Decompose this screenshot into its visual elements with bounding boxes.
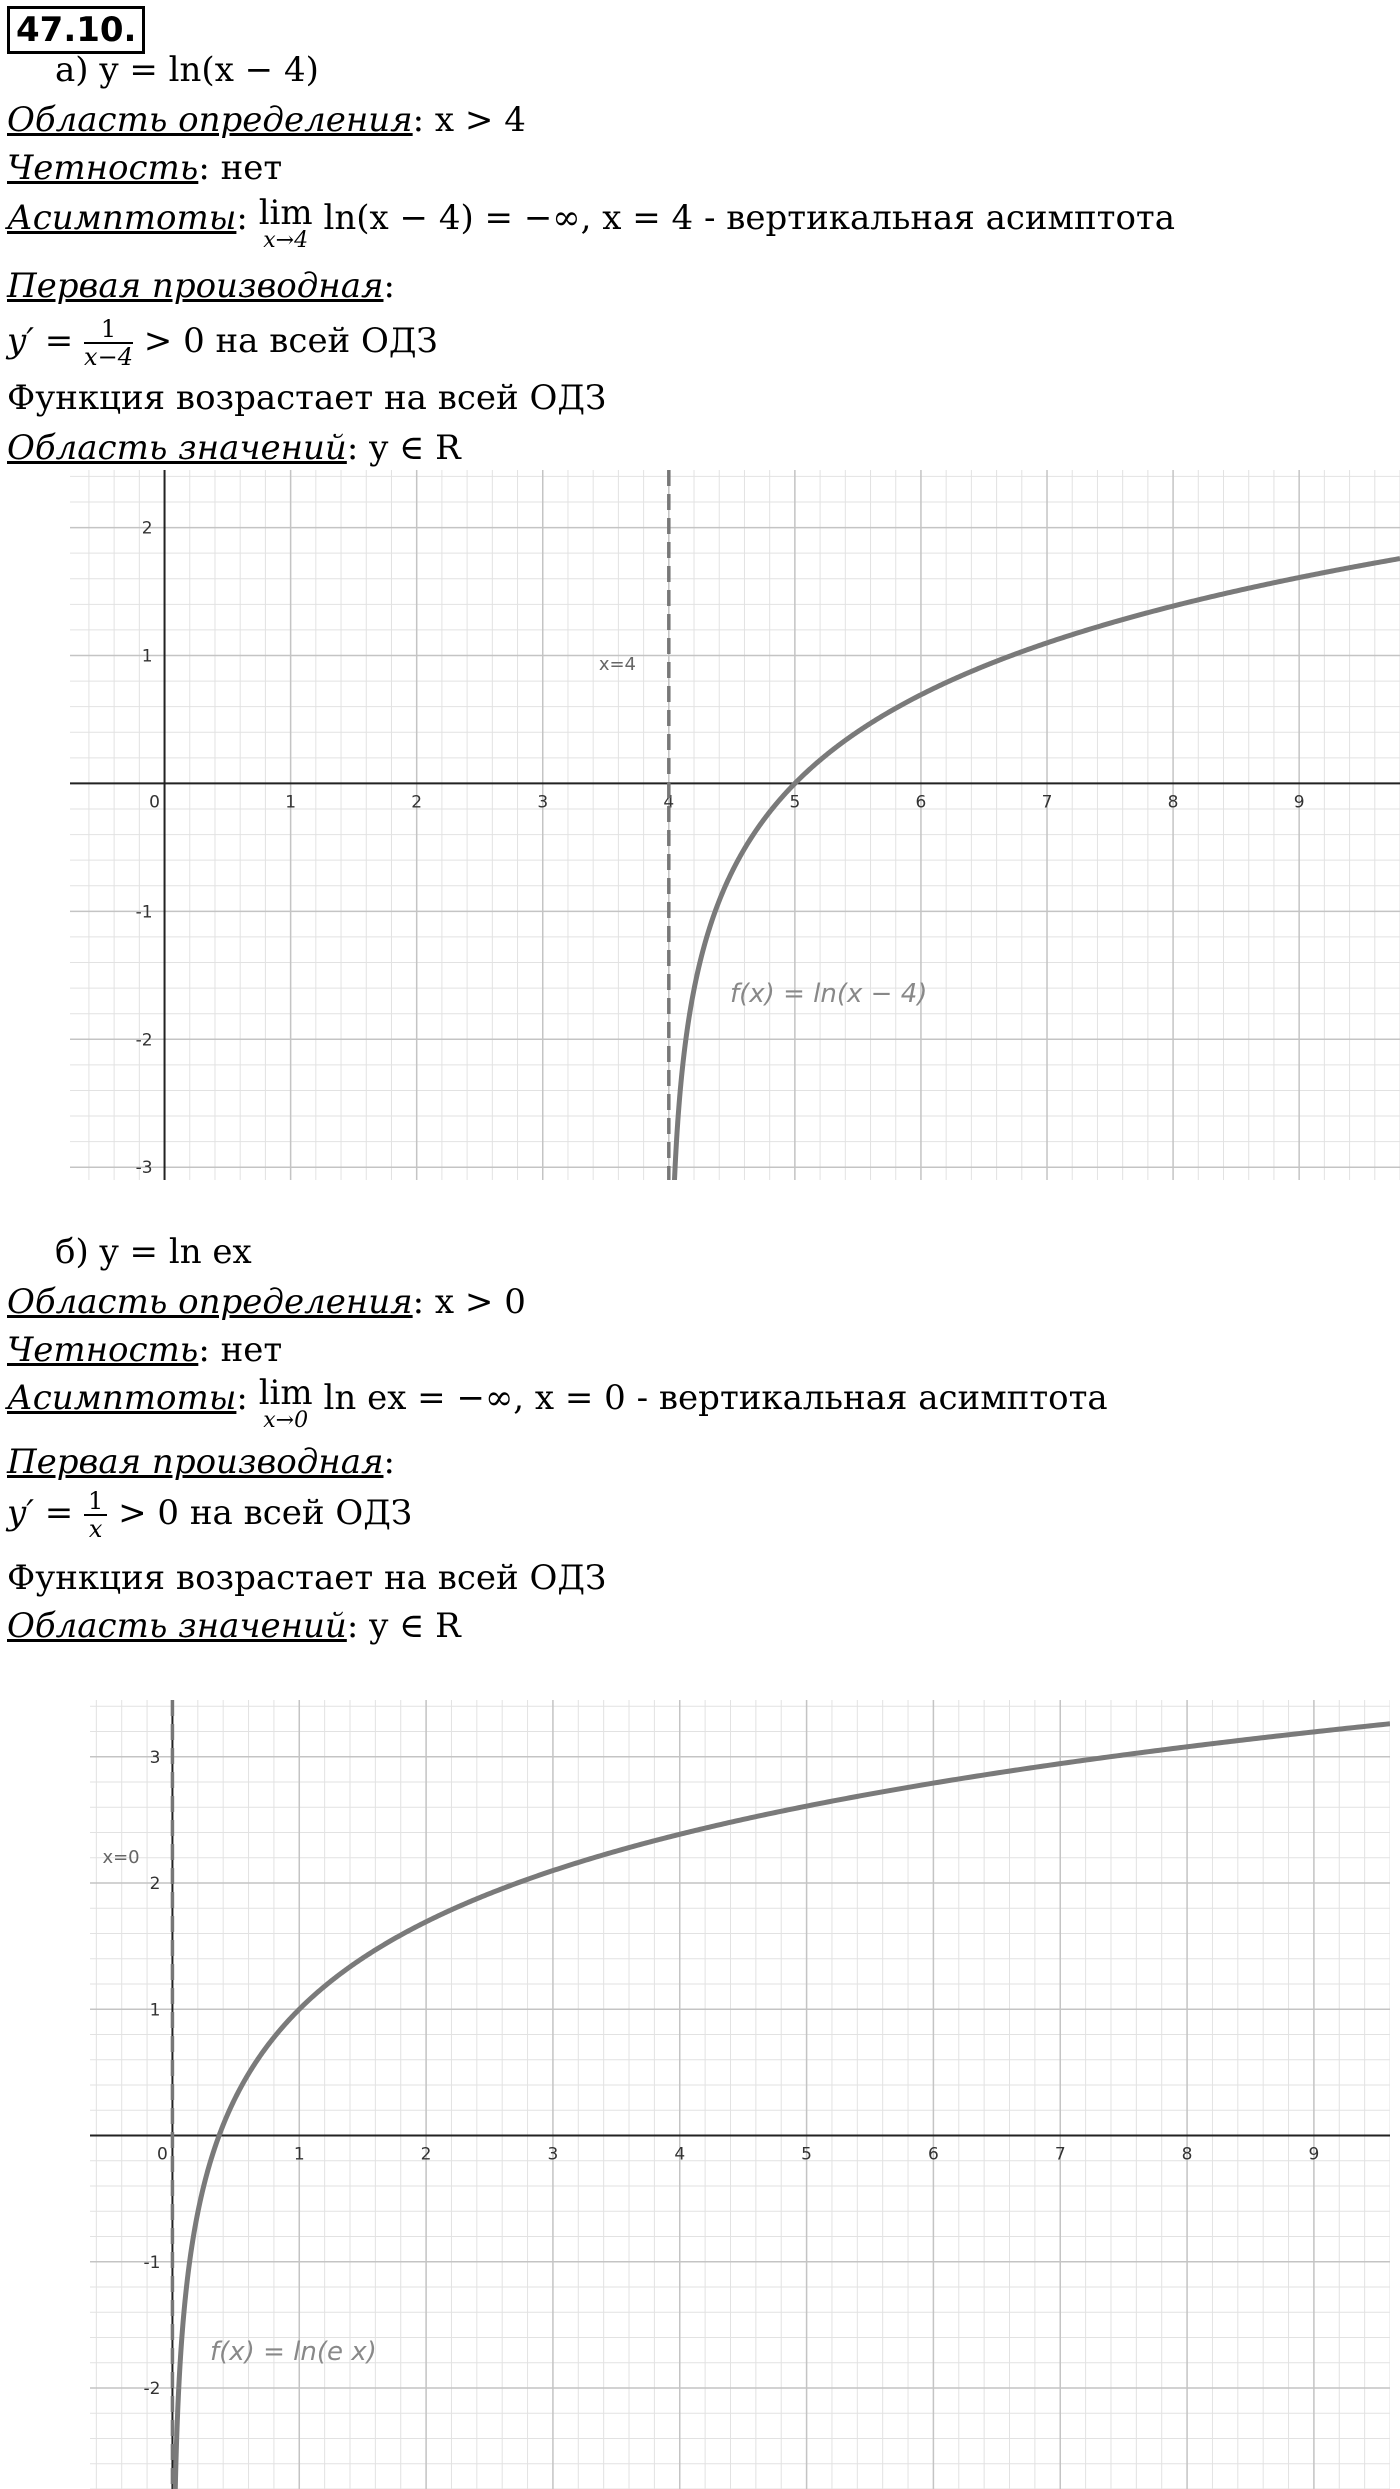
x-tick-label: 8 bbox=[1167, 792, 1179, 813]
parity-value: : нет bbox=[198, 148, 283, 188]
domain-label: Область определения bbox=[7, 1282, 413, 1322]
asymptote-label: x=0 bbox=[102, 1847, 140, 1868]
range-label: Область значений bbox=[7, 428, 347, 468]
fraction-numerator: 1 bbox=[84, 316, 133, 344]
derivative-lhs: y′ = bbox=[7, 1493, 74, 1533]
fraction-denominator: x−4 bbox=[84, 343, 133, 371]
x-tick-label: 0 bbox=[149, 792, 160, 813]
asymptote-expr: ln(x − 4) = −∞, x = 4 - вертикальная асимптота bbox=[323, 198, 1176, 238]
lim-subscript: x→0 bbox=[263, 1408, 309, 1433]
part-b-monotonic: Функция возрастает на всей ОДЗ bbox=[7, 1558, 607, 1598]
lim-text: lim bbox=[258, 193, 313, 233]
derivative-lhs: y′ = bbox=[7, 321, 74, 361]
derivative-fraction bbox=[84, 1488, 107, 1542]
y-tick-label: -1 bbox=[143, 2252, 161, 2273]
range-label: Область значений bbox=[7, 1606, 347, 1646]
x-tick-label: 0 bbox=[157, 2144, 168, 2165]
part-a-heading: а) y = ln(x − 4) bbox=[55, 50, 319, 90]
x-tick-label: 4 bbox=[674, 2144, 686, 2165]
x-tick-label: 4 bbox=[663, 792, 675, 813]
part-b-range bbox=[7, 1604, 461, 1648]
x-tick-label: 7 bbox=[1054, 2144, 1066, 2165]
y-tick-label: 2 bbox=[149, 1874, 161, 1895]
x-tick-label: 3 bbox=[547, 2144, 559, 2165]
derivative-rhs: > 0 на всей ОДЗ bbox=[118, 1493, 413, 1533]
x-tick-label: 9 bbox=[1293, 792, 1305, 813]
y-tick-label: -2 bbox=[135, 1030, 153, 1051]
derivative-rhs: > 0 на всей ОДЗ bbox=[143, 321, 438, 361]
derivative-label: Первая производная bbox=[7, 1442, 384, 1482]
part-b-parity bbox=[7, 1328, 282, 1372]
asymptote-label: Асимптоты bbox=[7, 198, 237, 238]
function-curve bbox=[669, 559, 1400, 1180]
fraction-numerator: 1 bbox=[84, 1488, 107, 1516]
domain-value: : x > 0 bbox=[412, 1282, 526, 1322]
curve-label: f(x) = ln(e x) bbox=[210, 2337, 377, 2367]
part-b-asymptotes: Асимптоты: lim x→0 ln ex = −∞, x = 0 - вертикальная асимптота bbox=[7, 1373, 1108, 1433]
parity-label: Четность bbox=[7, 1330, 199, 1370]
x-tick-label: 2 bbox=[411, 792, 423, 813]
fraction-denominator: x bbox=[88, 1515, 103, 1543]
part-b-domain bbox=[7, 1280, 526, 1324]
domain-value: : x > 4 bbox=[412, 100, 526, 140]
lim-subscript: x→4 bbox=[263, 228, 309, 253]
x-tick-label: 5 bbox=[801, 2144, 812, 2165]
derivative-fraction bbox=[84, 316, 133, 370]
curve-label: f(x) = ln(x − 4) bbox=[730, 979, 928, 1009]
asymptote-expr: ln ex = −∞, x = 0 - вертикальная асимптота bbox=[323, 1378, 1108, 1418]
part-b-derivative-heading: Первая производная: bbox=[7, 1442, 395, 1482]
limit-operator bbox=[258, 1373, 313, 1433]
part-a-parity bbox=[7, 146, 282, 190]
range-value: : y ∈ R bbox=[346, 1606, 461, 1646]
x-tick-label: 1 bbox=[285, 792, 297, 813]
x-tick-label: 3 bbox=[537, 792, 549, 813]
domain-label: Область определения bbox=[7, 100, 413, 140]
y-tick-label: -1 bbox=[135, 902, 153, 923]
part-a-monotonic: Функция возрастает на всей ОДЗ bbox=[7, 378, 607, 418]
part-a-range bbox=[7, 426, 461, 470]
part-b-derivative bbox=[7, 1488, 412, 1542]
x-tick-label: 1 bbox=[293, 2144, 305, 2165]
x-tick-label: 6 bbox=[915, 792, 927, 813]
y-tick-label: -2 bbox=[143, 2379, 161, 2400]
asymptote-label: x=4 bbox=[598, 654, 637, 675]
y-tick-label: 2 bbox=[141, 518, 153, 539]
chart-ln-e-x bbox=[90, 1700, 1390, 2489]
derivative-label: Первая производная bbox=[7, 266, 384, 306]
part-a-derivative bbox=[7, 316, 438, 370]
part-b-heading: б) y = ln ex bbox=[55, 1232, 252, 1272]
y-tick-label: 3 bbox=[149, 1747, 161, 1768]
y-tick-label: 1 bbox=[141, 646, 153, 667]
x-tick-label: 2 bbox=[420, 2144, 432, 2165]
chart-ln-x-minus-4 bbox=[70, 470, 1400, 1180]
part-a-domain bbox=[7, 98, 526, 142]
problem-number: 47.10. bbox=[7, 6, 145, 54]
part-a-derivative-heading: Первая производная: bbox=[7, 266, 395, 306]
y-tick-label: -3 bbox=[135, 1158, 153, 1179]
parity-label: Четность bbox=[7, 148, 199, 188]
parity-value: : нет bbox=[198, 1330, 283, 1370]
x-tick-label: 8 bbox=[1181, 2144, 1193, 2165]
x-tick-label: 7 bbox=[1041, 792, 1053, 813]
y-tick-label: 1 bbox=[149, 2000, 161, 2021]
lim-text: lim bbox=[258, 1373, 313, 1413]
part-a-asymptotes: Асимптоты: lim x→4 ln(x − 4) = −∞, x = 4 - вертикальная асимптота bbox=[7, 193, 1176, 253]
range-value: : y ∈ R bbox=[346, 428, 461, 468]
x-tick-label: 6 bbox=[928, 2144, 939, 2165]
limit-operator bbox=[258, 193, 313, 253]
x-tick-label: 9 bbox=[1308, 2144, 1320, 2165]
asymptote-label: Асимптоты bbox=[7, 1378, 237, 1418]
x-tick-label: 5 bbox=[789, 792, 801, 813]
